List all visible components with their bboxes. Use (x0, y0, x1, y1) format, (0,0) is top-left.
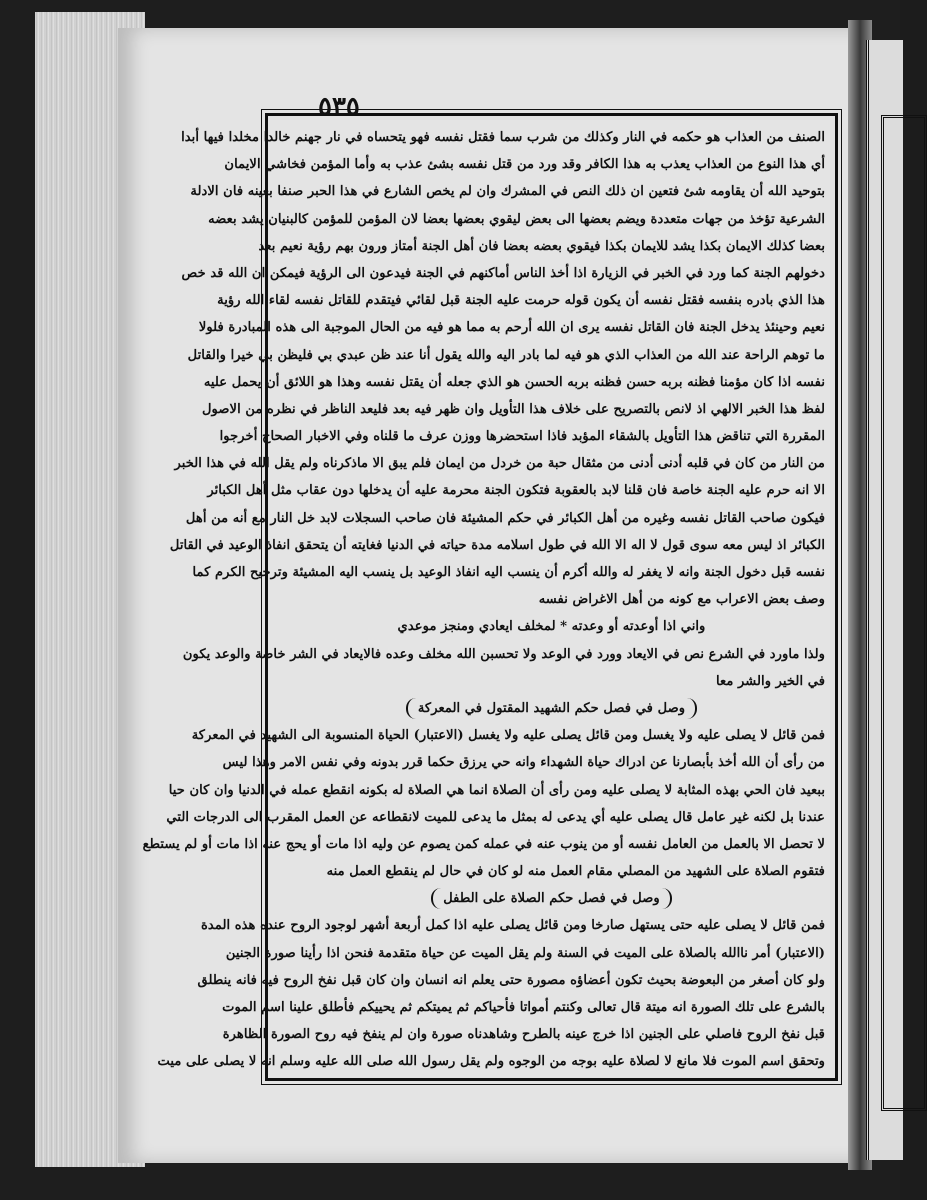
text-line: نعيم وحينئذ يدخل الجنة فان القاتل نفسه يرى ان الله أرحم به مما هو فيه من الحال الموجبة الى هذه المبادرة فلولا (198, 320, 825, 336)
text-line: بعضا كذلك الايمان بكذا يشد للايمان بكذا فيقوي بعضه بعضا فان أهل الجنة أمتاز ورون بهم رؤية نعيم بعد (258, 238, 825, 254)
text-line: (الاعتبار) أمر ناالله بالصلاة على الميت في السنة ولم يقل الميت عن حياة متقدمة فنحن اذا رأينا صورة الجنين (225, 945, 825, 961)
text-line: نفسه قبل دخول الجنة وانه لا يغفر له والله أكرم أن ينسب اليه انفاذ الوعيد بل ينسب اليه المشيئة وترجيح الكرم كما (192, 565, 825, 580)
text-line: في الخير والشر معا (715, 673, 825, 689)
text-line: الكبائر اذ ليس معه سوى قول لا اله الا الله في طول اسلامه مدة حياته في الدنيا فغايته أن يتحقق انفاذ الوعيد في القاتل (169, 537, 825, 553)
text-line: المقررة التي تناقض هذا التأويل بالشقاء المؤبد فاذا استحضرها ووزن عرف ما قلناه وفي الاخبار الصحاح أخرجوا (219, 429, 825, 445)
text-line: فمن قائل لا يصلى عليه ولا يغسل ومن قائل يصلى عليه ولا يغسل (الاعتبار) الحياة المنسوبة الى الشهيد في المعركة (191, 728, 825, 744)
text-line: وتحقق اسم الموت فلا مانع لا لصلاة عليه بوجه من الوجوه ولم يقل رسول الله صلى الله عليه وسلم انه لا يصلى على ميت (157, 1054, 825, 1070)
text-line: من رأى أن الله أخذ بأبصارنا عن ادراك حياة الشهداء وانه حي يرزق حكما قرر بدونه وفي نفس الامر وهذا ليس (222, 755, 825, 771)
section-heading-child (278, 885, 825, 912)
text-line: ولو كان أصغر من البعوضة بحيث تكون أعضاؤه مصورة حتى يعلم انه انسان وان كان قبل نفخ الروح فيه فانه ينطلق (197, 972, 825, 988)
text-line: بالشرع على تلك الصورة انه ميتة قال تعالى وكنتم أمواتا فأحياكم ثم يميتكم ثم يحييكم فأطلق علينا اسم الموت (222, 1000, 825, 1015)
text-line: بتوحيد الله أن يقاومه شئ فتعين ان ذلك النص في المشرك وان لم يخص الشارع في هذا الحبر صنفا بعينه فان الادلة (190, 184, 825, 200)
facing-page (866, 40, 903, 1160)
section-heading-text: وصل في فصل حكم الصلاة على الطفل (431, 888, 672, 909)
text-line: لفظ هذا الخبر الالهي اذ لانص بالتصريح على خلاف هذا التأويل وان ظهر فيه بعد فليعد الناظر في نظره من الاصول (201, 401, 825, 417)
text-line: ما توهم الراحة عند الله من العذاب الذي هو فيه لما بادر اليه والله يقول أنا عند ظن عبدي بي فليظن بي خيرا والقاتل (187, 347, 825, 363)
text-line: هذا الذي بادره بنفسه فقتل نفسه أن يكون قوله حرمت عليه الجنة قبل لقائي فيتقدم للقاتل نفسه لقاء الله رؤية (217, 293, 825, 309)
text-line: لا تحصل الا بالعمل من العامل نفسه أو من ينوب عنه في عمله كمن يصوم عن وليه اذا مات أو يحج عنه اذا مات أو لم يستطع (142, 836, 825, 852)
text-frame (142, 113, 838, 1081)
text-block (142, 124, 825, 1072)
verse-line: واني اذا أوعدته أو وعدته * لمخلف ايعادي ومنجز موعدي (397, 619, 706, 635)
page-number: ٥٣٥ (318, 92, 360, 122)
facing-page-frame (881, 115, 927, 1111)
text-line: فيكون صاحب القاتل نفسه وغيره من أهل الكبائر في حكم المشيئة فان صاحب السجلات لابد خل النار مع أنه من أهل (185, 510, 825, 526)
text-line: ببعيد فان الحي بهذه المثابة لا يصلى عليه ومن رأى أن الصلاة انما هي الصلاة له بكونه انقطع عمله في الدنيا وان كان حيا (168, 782, 825, 798)
text-line: الشرعية تؤخذ من جهات متعددة ويضم بعضها الى بعض ليقوي بعضها بعضا لان المؤمن للمؤمن كالبنيان يشد بعضه (208, 211, 825, 227)
text-line: عندنا بل لكنه غير عامل قال يصلى عليه أي يدعى له بمثل ما يدعى للميت لانقطاعه عن العمل المقرب الى الدرجات التي (166, 809, 825, 825)
text-line: دخولهم الجنة كما ورد في الخبر في الزيارة اذا أخذ الناس أماكنهم في الجنة فيدعون الى الرؤية فيمكن ان الله قد خص (181, 265, 825, 281)
text-line: فمن قائل لا يصلى عليه حتى يستهل صارخا ومن قائل يصلى عليه اذا كمل أربعة أشهر لوجود الروح عنده هذه المدة (201, 918, 825, 934)
text-line: الصنف من العذاب هو حكمه في النار وكذلك من شرب سما فقتل نفسه فهو يتحساه في نار جهنم خالدا مخلدا فيها أبدا (181, 130, 825, 145)
text-line: أي هذا النوع من العذاب يعذب به هذا الكافر وقد ورد من قتل نفسه بشئ عذب به وأما المؤمن فخاشي الايمان (224, 157, 825, 173)
section-heading-martyr (278, 695, 825, 722)
text-line: نفسه اذا كان مؤمنا فظنه بربه حسن فظنه بربه الحسن هو الذي جعله أن يقتل نفسه وهذا هو اللائق أن يحمل عليه (203, 374, 825, 390)
text-line: وصف بعض الاعراب مع كونه من أهل الاغراض نفسه (538, 592, 825, 608)
text-line: قبل نفخ الروح فاصلي على الجنين اذا خرج عينه بالطرح وشاهدناه صورة وان لم ينفخ فيه روح الصورة الظاهرة (222, 1027, 825, 1043)
text-line: فتقوم الصلاة على الشهيد من المصلي مقام العمل منه لو كان في حال لم ينقطع العمل منه (326, 864, 825, 880)
text-line: ولذا ماورد في الشرع نص في الايعاد وورد في الوعد ولا تحسبن الله مخلف وعده فالايعاد في الشر خاصة والوعد يكون (182, 646, 825, 662)
text-line: من النار من كان في قلبه أدنى أدنى من مثقال حبة من خردل من ايمان فلم يبق الا ماذكرناه ولم يقل الله في هذا الخبر (174, 456, 825, 472)
text-line: الا انه حرم عليه الجنة خاصة فان قلنا لابد بالعقوبة فتكون الجنة محرمة عليه أن يدخلها دون عقاب مثل أهل الكبائر (207, 483, 825, 499)
section-heading-text: وصل في فصل حكم الشهيد المقتول في المعركة (406, 698, 697, 719)
